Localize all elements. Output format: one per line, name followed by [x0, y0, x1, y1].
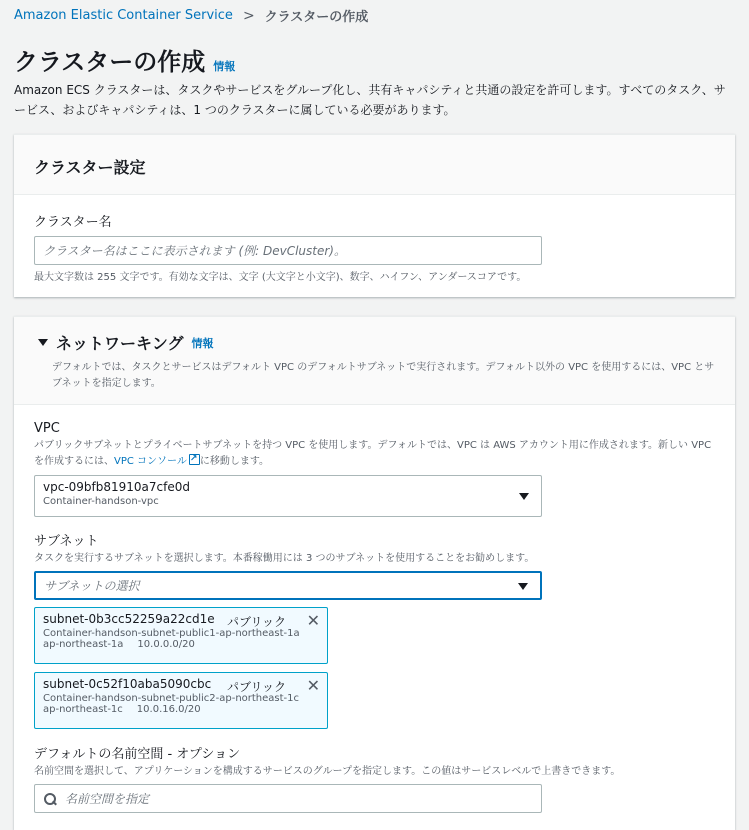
subnet-select[interactable] — [34, 571, 542, 600]
vpc-selected-name: Container-handson-vpc — [43, 496, 159, 507]
subnet-token-type: パブリック — [227, 680, 287, 694]
subnet-token-name: Container-handson-subnet-public2-ap-northeast-1c — [43, 693, 300, 704]
cluster-settings-title: クラスター設定 — [34, 158, 146, 177]
cluster-name-label: クラスター名 — [34, 215, 112, 230]
vpc-selected-id: vpc-09bfb81910a7cfe0d — [43, 480, 190, 494]
page-title: クラスターの作成 — [14, 48, 206, 76]
subnet-token — [34, 607, 328, 664]
networking-title: ネットワーキング — [56, 334, 184, 353]
subnet-token-details — [43, 639, 319, 650]
vpc-console-link-text: VPC コンソール — [114, 456, 187, 467]
vpc-desc-suffix: に移動します。 — [199, 456, 270, 467]
subnet-token-cidr: 10.0.0.0/20 — [137, 639, 195, 650]
subnet-token-type: パブリック — [227, 615, 287, 629]
caret-down-icon — [519, 493, 529, 500]
subnet-token-name: Container-handson-subnet-public1-ap-northeast-1a — [43, 628, 300, 639]
page-description: Amazon ECS クラスターは、タスクやサービスをグループ化し、共有キャパシティと共通の設定を許可します。すべてのタスク、サービス、およびキャパシティは、1 つのクラスターに属している必要があります。 — [14, 83, 726, 117]
page-title-row — [14, 42, 235, 77]
namespace-placeholder: 名前空間を指定 — [65, 792, 150, 806]
subnet-placeholder: サブネットの選択 — [44, 579, 140, 593]
close-icon[interactable]: ✕ — [306, 676, 320, 695]
subnet-token-details — [43, 704, 319, 715]
cluster-settings-panel — [14, 134, 735, 297]
cluster-name-input[interactable] — [34, 236, 542, 265]
cluster-name-hint: 最大文字数は 255 文字です。有効な文字は、文字 (大文字と小文字)、数字、ハイフン、アンダースコアです。 — [34, 272, 527, 283]
breadcrumb-current: クラスターの作成 — [264, 10, 369, 25]
networking-info-link[interactable]: 情報 — [191, 336, 214, 350]
subnet-token — [34, 672, 328, 729]
subnet-token-id: subnet-0c52f10aba5090cbc — [43, 677, 212, 691]
subnet-token-id: subnet-0b3cc52259a22cd1e — [43, 612, 215, 626]
subnet-token-az: ap-northeast-1a — [43, 639, 124, 650]
vpc-desc-text: パブリックサブネットとプライベートサブネットを持つ VPC を使用します。デフォルトでは、VPC は AWS アカウント用に作成されます。新しい VPC を作成するには、 — [34, 440, 712, 467]
page-info-link[interactable]: 情報 — [213, 60, 236, 73]
subnet-token-az: ap-northeast-1c — [43, 704, 123, 715]
vpc-console-link[interactable] — [114, 456, 200, 467]
breadcrumb-ecs-link[interactable]: Amazon Elastic Container Service — [14, 8, 233, 23]
namespace-search-input[interactable] — [34, 784, 542, 813]
breadcrumb — [14, 6, 368, 25]
caret-down-icon — [518, 583, 528, 590]
chevron-right-icon: > — [242, 7, 255, 24]
networking-header — [14, 317, 735, 405]
namespace-description: 名前空間を選択して、アプリケーションを構成するサービスのグループを指定します。この値はサービスレベルで上書きできます。 — [34, 766, 621, 777]
external-link-icon — [189, 454, 200, 465]
cluster-name-placeholder: クラスター名はここに表示されます (例: DevCluster)。 — [43, 244, 346, 258]
search-icon — [43, 792, 57, 806]
networking-panel — [14, 316, 735, 830]
close-icon[interactable]: ✕ — [306, 611, 320, 630]
vpc-description — [34, 438, 714, 470]
subnet-token-cidr: 10.0.16.0/20 — [136, 704, 201, 715]
caret-down-icon — [38, 339, 48, 346]
subnet-label: サブネット — [34, 534, 99, 549]
namespace-label: デフォルトの名前空間 - オプション — [34, 747, 241, 762]
subnet-description: タスクを実行するサブネットを選択します。本番稼働用には 3 つのサブネットを使用することをお勧めします。 — [34, 553, 535, 564]
vpc-select[interactable] — [34, 475, 542, 517]
vpc-label: VPC — [34, 421, 60, 436]
networking-description: デフォルトでは、タスクとサービスはデフォルト VPC のデフォルトサブネットで実行されます。デフォルト以外の VPC を使用するには、VPC とサブネットを指定します。 — [52, 362, 715, 389]
networking-expander[interactable] — [34, 331, 715, 354]
cluster-settings-header — [14, 135, 735, 195]
